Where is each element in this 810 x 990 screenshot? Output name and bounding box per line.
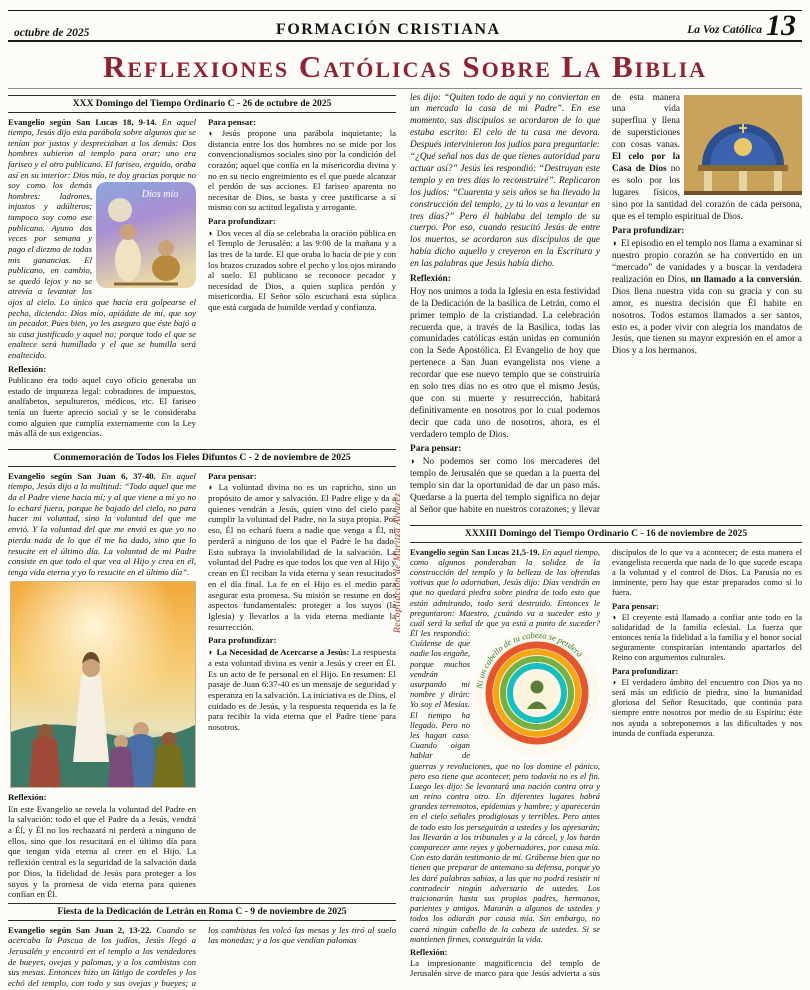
circle-caption-text: Ni un cabello de tu cabeza se perderá (474, 630, 585, 690)
section-letran (8, 925, 396, 990)
gospel-paragraph (8, 471, 196, 578)
reflexion-text: Hoy nos unimos a toda la Iglesia en esta festividad de la Dedicación de la basílica de Letrán, como el primer templo de la cristiandad. La celebración recuerda que, a través de la Basílica, todas las comunidades católicas están unidas en comunión con la Sede Apostólica. El Evangelio de hoy que pertenece a San Juan evangelista nos viene a recordar que ese nuevo templo que se construiría en solo tres días no es otro que el mismo Jesús, que con su muerte y resurrección, habitará definitivamente en nosotros por lo cual podemos decir que cada uno de nosotros, ahora, es el verdadero templo de Dios. (410, 286, 600, 440)
reflexion-text: En este Evangelio se revela la voluntad del Padre en la salvación: todo el que el Padre da a Jesús, vendrá a Él, y Él no los rechazará ni perderá a ninguno de ellos, sino que los resucitará en el último día para que tengan vida eterna al creer en el Hijo. La reflexión central es la seguridad de la salvación dada por Dios, la fidelidad de Jesús para proteger a los suyos y la promesa de vida eterna para quienes confían en Él. (8, 803, 196, 900)
section-difuntos (8, 471, 396, 901)
gospel-passage-part1: En aquel tiempo, como algunos ponderaban la solidez de la construcción del templo y la belleza de las ofrendas votivas que lo adornaban, Jesús dijo: Días vendrán en que no quedará piedra sobre piedra de todo esto que están admirando, todo será destruido. Entonces le preguntaron: Maestro, ¿cuándo va a suceder esto y cuál será la señal de que ya está a (410, 546, 600, 628)
section-header-difuntos: Conmemoración de Todos los Fieles Difuntos C - 2 de noviembre de 2025 (8, 449, 396, 467)
section-header-lucas21: XXXIII Domingo del Tiempo Ordinario C - 16 de noviembre de 2025 (410, 525, 802, 543)
bullet-icon: ◗ (208, 128, 214, 139)
gospel-paragraph (8, 117, 196, 361)
gospel-passage-part1: En aquel tiempo, Jesús dijo esta parábola sobre algunos que se tenían por justos y despreciaban a los demás: Dos hombres subieron al templo para orar; uno era fariseo y el otro publicano. El fariseo, erguido, oraba así en su interior: Dios mío, te doy gracias porque (8, 116, 197, 180)
reflexion-label: Reflexión: (410, 946, 448, 957)
para-profundizar-text: Dos veces al día se celebraba la oración pública en el Templo de Jerusalén: a las 9:00 de la mañana y a las tres de la tarde. El que oraba lo hacía de pie y con los brazos cruzados sobre el pecho y los ojos mirando al suelo. El publicano se reconoce pecador y necesidad de Dios, a quien suplica perdón y misericordia. El Señor sólo escuchará esta súplica que está cargada de humilde verdad y confianza. (208, 227, 396, 312)
lateran-basilica-image (684, 95, 802, 195)
section-header-letran: Fiesta de la Dedicación de Letrán en Roma C - 9 de noviembre de 2025 (8, 903, 396, 921)
section-lucas18 (8, 117, 396, 447)
para-profundizar-text: La respuesta a esta voluntad divina es venir a Jesús y creer en Él. Es un acto de fe personal en el Hijo. En resumen: El pasaje de Juan 6:37-40 es un mensaje de seguridad y esperanza en la salvación. La iniciativa es de Dios, el cuidado es de Jesús, y la respuesta requerida es la fe para recibir la vida eterna que el Padre tiene para nosotros. (208, 647, 396, 733)
para-profundizar-label: Para profundizar: (612, 665, 679, 676)
para-pensar-item (612, 612, 802, 663)
gospel-passage-part2: no soy como los demás hombres: ladrones, injustos y adúlteros; tampoco soy como ese publicano. Ayuno dos veces por semana y pago el diezmo de todas mis ganancias. El publicano, en cambio, se quedó lejos y no se atrevía a levantar los ojos al cielo. Lo único que hacía era golpearse el pecho, diciendo: Dios mío, apiádate de mí, que soy un pecador. Pues bien, yo les aseguro que éste bajó a su casa justificado y aquel no; porque todo el que se enaltece será humillado y el que se humilla será enaltecido. (8, 169, 197, 360)
masthead (8, 10, 802, 42)
reflexion-text: Publicano era todo aquel cuyo oficio generaba un estado de impureza legal: cobradores de impuestos, analfabetos, sepultureros, médicos, etc. El fariseo tenía un fuerte aprecio social y se le consideraba como alguien que cumplía externamente con la Ley más allá de sus exigencias. (8, 375, 196, 439)
gospel-passage-part1: Cuando se acercaba la Pascua de los judíos, Jesús llegó a Jerusalén y encontró en el templo a los vendedores de bueyes, ovejas y palomas, y a los cambistas con sus mesas. Entonces hizo un látigo de cordeles y los echó del templo, con todo y sus ovejas y bueyes; a los cambistas les volcó las mesas y les tiró al suelo las monedas; y a los que vendían palomas (8, 924, 396, 989)
para-profundizar-item (208, 647, 396, 733)
gospel-title: Evangelio según San Juan 2, 13-22. (8, 924, 152, 935)
para-profundizar-label: Para profundizar: (208, 216, 276, 227)
bullet-icon: ◗ (208, 647, 214, 658)
para-pensar-label: Para pensar: (208, 116, 257, 127)
jesus-teaching-art (10, 581, 196, 788)
para-pensar-text-part2: puerta del templo significa no dejar al Señor que habite en nuestros corazones; y llevar de esta manera una vida superflua y llena de supersticiones con cosas vanas. (410, 92, 680, 515)
para-profundizar-item (612, 239, 802, 358)
basilica-apse-art (684, 95, 802, 195)
publication-block (687, 9, 796, 42)
bullet-icon: ◗ (410, 457, 416, 468)
page-title: Reflexiones Católicas Sobre La Biblia (8, 42, 802, 89)
publication-name: La Voz Católica (687, 23, 762, 36)
section-lucas21 (410, 547, 802, 987)
image-caption-text: Dios mío (141, 189, 179, 201)
para-profundizar-bold: un llamado a la conversión (690, 274, 800, 285)
page-content (8, 93, 802, 990)
para-pensar-item (208, 128, 396, 213)
gospel-paragraph (8, 925, 396, 990)
bullet-icon: ◗ (612, 611, 618, 622)
para-pensar-text: El creyente está llamado a confiar ante todo en la solidaridad de la familia eclesial. La fuerza que entonces tenía la fidelidad a la familia y el honor social seguramente conspirarían intentando apartarlos del Reino con argumentos culturales. (612, 611, 802, 663)
section-letran-continuation (410, 93, 802, 523)
para-pensar-item (208, 482, 396, 632)
page-number: 13 (765, 9, 796, 42)
bullet-icon: ◗ (612, 676, 618, 687)
para-profundizar-item (612, 677, 802, 738)
left-half (8, 93, 396, 990)
para-pensar-text: Jesús propone una parábola inquietante; la distancia entre los dos hombres no se mide por los convencionalismos sociales sino por la condición del corazón; aquel que confía en la misericordia divina y no en su necio engreimiento es el que puede alcanzar el perdón de sus acciones. El fariseo aparenta no necesitar de Dios, se basta y cree justificarse a sí mismo con su actitud legalista y arrogante. (208, 128, 397, 213)
issue-date: octubre de 2025 (14, 26, 90, 39)
compiler-credit: Recopilación de Maritza Álvarez (393, 492, 403, 633)
right-half (410, 93, 802, 990)
bullet-icon: ◗ (612, 239, 618, 250)
pharisee-publican-image (96, 182, 196, 288)
pharisee-publican-art (96, 182, 196, 288)
bullet-icon: ◗ (208, 482, 214, 493)
para-profundizar-label: Para profundizar: (208, 635, 277, 646)
gospel-passage-part2: les dijo: “Quiten todo de aquí y no conviertan en un mercado la casa de mi Padre”. En ese momento, sus discípulos se acordaron de lo que estaba escrito: El celo de tu casa me devora. Después intervinieron los judíos para preguntarle: “¿Qué señal nos das de que tienes autoridad para actuar así?” Jesús les respondió: “Destruyan este templo y en tres días lo reconstruiré”. Replicaron los judíos: “Cuarenta y seis años se ha llevado la construcción del templo, ¿y tú lo vas a levantar en tres días?” Pero él hablaba del templo de su cuerpo. Por eso, cuando resucitó Jesús de entre los muertos, se acordaron sus discípulos de que había dicho aquello y creyeron en la Escritura y en las palabras que Jesús había dicho. (410, 92, 600, 270)
gospel-passage: En aquel tiempo, Jesús dijo a la multitud: “Todo aquel que me da el Padre viene hacia mí; y al que viene a mí yo no lo echaré fuera, porque he bajado del cielo, no para hacer mi voluntad, sino la voluntad del que me envió. Y la voluntad del que me envió es que yo no pierda nada de lo que él me ha dado, sino que lo resucite en el último día. La voluntad de mi Padre consiste en que todo el que vea al Hijo y crea en él, tenga vida eterna y yo lo resucite en el último día”. (8, 470, 196, 578)
reflexion-text: La impresionante magnificencia del templo de Jerusalén sirve de marco para que Jesús advierta a sus discípulos de lo que va a acontecer; de esta manera el evangelista recuerda que nada de lo que sucede escapa a la voluntad y el control de Dios. La Parusía no es inminente, pero hay que estar preparados como si lo fuera. (410, 546, 802, 979)
gospel-title: Evangelio según San Lucas 21,5-19. (410, 546, 540, 557)
para-pensar-text: La voluntad divina no es un capricho, sino un propósito de amor y salvación. El Padre elige y da a quienes vendrán a Jesús, quien vino del cielo para cumplir la voluntad del Padre, no la suya propia. Por eso, Él no echará fuera a nadie que venga a Él, ni perderá a ninguno de los que el Padre le ha dado. Esto subraya la inviolabilidad de la salvación. La voluntad del Padre es que todos los que ven al Hijo y crean en Él reciban la vida eterna y sean resucitados en el día final. La fe en el Hijo es el medio para asegurar esta promesa. Su misión se resume en dos aspectos fundamentales: proteger a los suyos (la Iglesia) y llevarlos a la vida eterna mediante la resurrección. (208, 482, 396, 632)
gospel-title: Evangelio según San Lucas 18, 9-14. (8, 116, 157, 127)
circular-rainbow-art (474, 630, 600, 756)
para-pensar-label: Para pensar: (612, 600, 659, 611)
para-profundizar-text: El verdadero ámbito del encuentro con Dios ya no será más un edificio de piedra, sino la humanidad gloriosa del Señor Resucitado, que continúa para siempre entre nosotros por medio de su Espíritu; éste nos ayuda a sobreponernos a las dificultades y nos inunda de confiada esperanza. (612, 676, 802, 738)
section-banner: FORMACIÓN CRISTIANA (276, 20, 501, 38)
para-pensar-text-part3: no es solo por los lugares físicos, sino por la santidad del corazón de cada persona, que es el templo espiritual de Dios. (612, 163, 802, 222)
reflexion-label: Reflexión: (8, 363, 47, 374)
gospel-title: Evangelio según San Juan 6, 37-40. (8, 470, 156, 481)
para-profundizar-label: Para profundizar: (612, 226, 685, 237)
gospel-paragraph (410, 547, 600, 944)
gospel-paragraph (410, 93, 600, 271)
para-profundizar-text-part2: . Dios llena nuestra vida con su gracia y con su amor, es nuestra decisión que Él habite en nosotros. Todos estamos llamados a ser santos, esto es, a poder vivir con alegría los mandatos de Jesús, que tienen su mayor expresión en el amor a Dios y a los hermanos. (612, 274, 802, 357)
gospel-passage-part2: punto de suceder? Él les respondió: Cuídense de que nadie los engañe, porque muchos vendrán usurpando mi nombre y dirán: Yo soy el Mesías. El tiempo ha llegado. Pero no les hagan caso. Cuando oigan hablar de guerras y revoluciones, que no los domine el pánico, pero eso tiene que acontecer, pero todavía no es el fin. Luego les dijo: Se levantará una nación contra otra y un reino contra otro. En diferentes lugares habrá grandes terremotos, epidemias y hambre; y aparecerán en el cielo señales prodigiosas y terribles. Pero antes de todo esto los perseguirán a ustedes y los apresarán; los llevarán a los tribunales y a la cárcel, y los harán comparecer ante reyes y gobernadores, por causa mía. Con esto darán testimonio de mí. Grábense bien que no tienen que preparar de antemano su defensa, porque yo les daré palabras sabias, a las que no podrá resistir ni contradecir ningún adversario de ustedes. Los traicionarán hasta sus propios padres, hermanos, parientes y amigos. Matarán a algunos de ustedes y todos los odiarán por causa mía. Sin embargo, no caerá ningún cabello de la cabeza de ustedes. Si se mantienen firmes, conseguirán la vida. (410, 617, 601, 944)
para-profundizar-text-part1: El episodio en el templo nos llama a examinar si nuestro propio corazón se ha convertido en un “mercado” de vanidades y a buscar la verdadera realización en Dios, (612, 239, 802, 285)
reflexion-label: Reflexión: (410, 273, 451, 284)
section-header-lucas18: XXX Domingo del Tiempo Ordinario C - 26 de octubre de 2025 (8, 95, 396, 113)
para-pensar-bold: El celo por la Casa de Dios (612, 152, 680, 174)
para-profundizar-item (208, 228, 396, 313)
hair-of-your-head-circle-image (474, 630, 600, 756)
reflexion-label: Reflexión: (8, 791, 47, 802)
para-profundizar-lead: La Necesidad de Acercarse a Jesús: (216, 647, 350, 658)
para-pensar-label: Para pensar: (208, 470, 257, 481)
jesus-and-crowd-painting (10, 581, 194, 788)
para-pensar-text-part1: No podemos ser como los mercaderes del templo de Jerusalén que se quedan a la puerta del templo sin dar la oportunidad de dar un paso más. Quedarse a la (410, 457, 600, 503)
para-pensar-label: Para pensar: (410, 444, 462, 455)
bullet-icon: ◗ (208, 227, 214, 238)
